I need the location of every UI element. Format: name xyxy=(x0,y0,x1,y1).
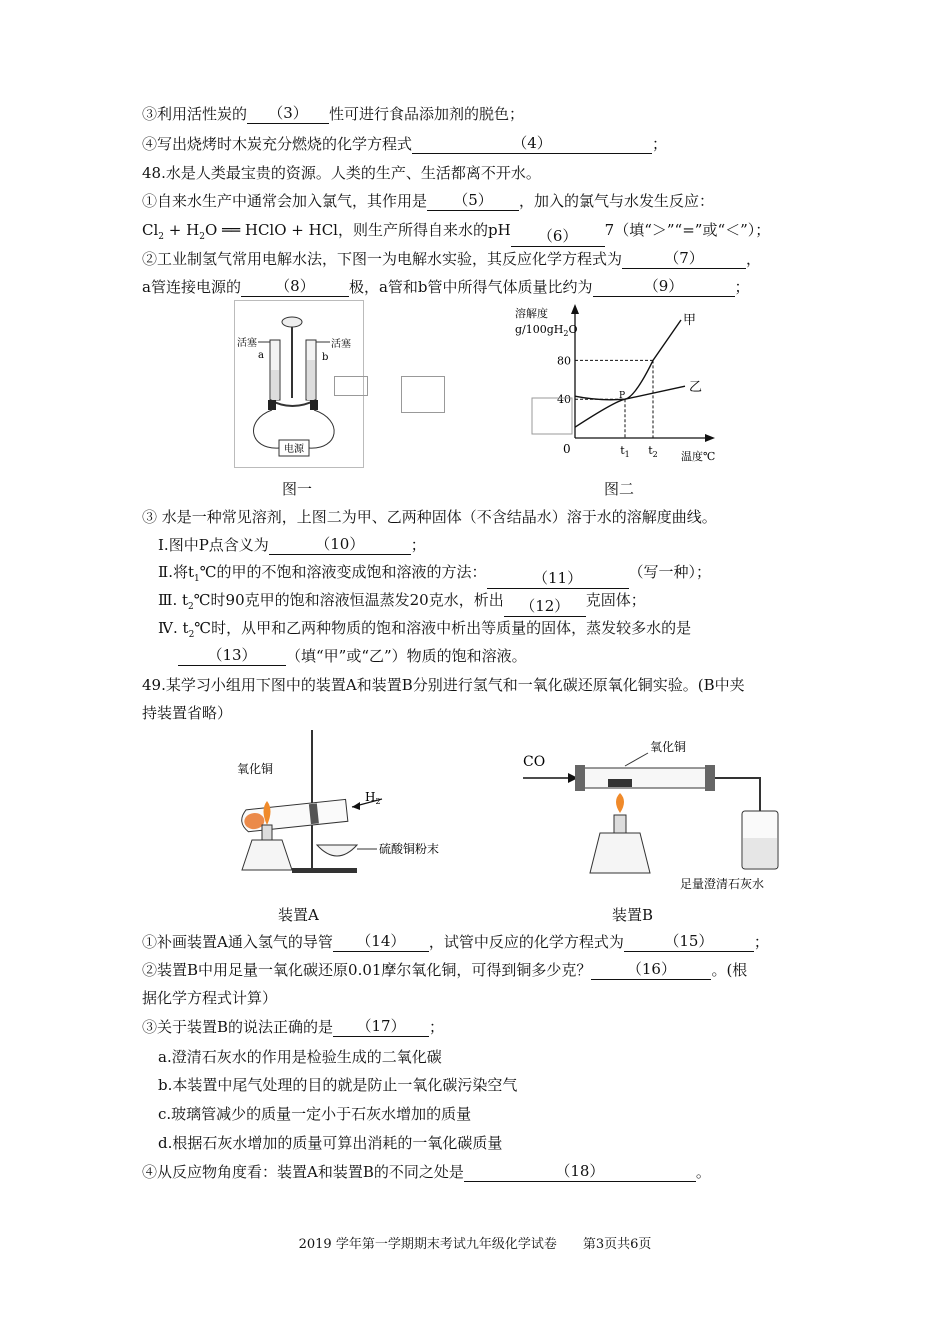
evaporating-dish xyxy=(317,845,357,856)
blank-5[interactable]: （5） xyxy=(427,191,519,211)
q49-title-1: 49.某学习小组用下图中的装置A和装置B分别进行氢气和一氧化碳还原氧化铜实验。(B中夹 xyxy=(142,676,745,694)
blank-15[interactable]: （15） xyxy=(624,932,754,952)
q48-sub2: Ⅱ.将$t_1℃$的甲的不饱和溶液变成饱和溶液的方法： （11） （写一种）； xyxy=(158,563,712,587)
flame-b xyxy=(616,793,624,813)
q49-title-2: 持装置省略） xyxy=(142,704,233,722)
limewater xyxy=(743,838,777,868)
q48-part3: ③ 水是一种常见溶剂，上图二为甲、乙两种固体（不含结晶水）溶于水的溶解度曲线。 xyxy=(142,508,717,526)
chart-xlabel: 温度℃ xyxy=(681,450,716,463)
glass-tube xyxy=(580,768,710,788)
q49-part4: ④从反应物角度看：装置A和装置B的不同之处是 （18） 。 xyxy=(142,1162,711,1181)
option-b[interactable]: b.本装置中尾气处理的目的就是防止一氧化碳污染空气 xyxy=(158,1076,518,1094)
q48-sub4: Ⅳ. $t_2℃$时，从甲和乙两种物质的饱和溶液中析出等质量的固体，蒸发较多水的是 xyxy=(158,619,692,640)
test-tube-a xyxy=(241,799,348,832)
blank-11[interactable]: （11） xyxy=(487,569,629,589)
blank-4[interactable]: （4） xyxy=(412,134,652,154)
label-a: a xyxy=(258,350,264,361)
option-a[interactable]: a.澄清石灰水的作用是检验生成的二氧化碳 xyxy=(158,1048,442,1066)
apparatus-b xyxy=(520,733,790,898)
blank-13[interactable]: （13） xyxy=(178,646,286,666)
q49-part2: ②装置B中用足量一氧化碳还原0.01摩尔氧化铜，可得到铜多少克？ （16） 。(根 xyxy=(142,960,748,979)
blank-9[interactable]: （9） xyxy=(593,277,735,297)
label-h2: $H_2$ xyxy=(365,790,381,806)
legend-jia: 甲 xyxy=(683,313,697,328)
q48-title: 48.水是人类最宝贵的资源。人类的生产、生活都离不开水。 xyxy=(142,164,541,182)
chart-origin: 0 xyxy=(563,442,571,456)
option-d[interactable]: d.根据石灰水增加的质量可算出消耗的一氧化碳质量 xyxy=(158,1134,503,1152)
blank-12[interactable]: （12） xyxy=(504,597,586,617)
x-axis-arrow xyxy=(705,434,715,442)
electrode-a xyxy=(268,400,276,410)
label-limewater: 足量澄清石灰水 xyxy=(680,877,765,891)
q48-part1: ①自来水生产中通常会加入氯气，其作用是 （5） ，加入的氯气与水发生反应： xyxy=(142,191,715,210)
y-tick-40: 40 xyxy=(557,393,571,407)
blank-14[interactable]: （14） xyxy=(333,932,429,952)
y-axis-arrow xyxy=(571,304,579,314)
label-cuso4: 硫酸铜粉末 xyxy=(379,842,440,856)
q48-part2: ②工业制氢气常用电解水法，下图一为电解水实验，其反应化学方程式为 （7） ， xyxy=(142,249,762,268)
label-b: b xyxy=(322,352,329,363)
q49-part1: ①补画装置A通入氢气的导管 （14） ，试管中反应的化学方程式为 （15） ； xyxy=(142,932,769,951)
label-valve-right: 活塞 xyxy=(331,339,351,350)
q48-sub4b: （13） （填“甲”或“乙”）物质的饱和溶液。 xyxy=(178,646,527,666)
label-power: 电源 xyxy=(284,444,304,455)
label-co: CO xyxy=(523,754,546,770)
figure-1-caption: 图一 xyxy=(282,480,313,498)
q47-item3: ③利用活性炭的 （3） 性可进行食品添加剂的脱色； xyxy=(142,104,525,123)
stopper-right xyxy=(705,765,715,791)
page-footer: 2019 学年第一学期期末考试九年级化学试卷 第3页共6页 xyxy=(298,1237,652,1252)
cuo-leader xyxy=(625,753,648,766)
alcohol-lamp-b xyxy=(590,833,650,873)
blank-8[interactable]: （8） xyxy=(241,277,349,297)
apparatus-a xyxy=(232,725,482,877)
stopper-left xyxy=(575,765,585,791)
lamp-neck xyxy=(262,825,272,840)
point-p-label: P xyxy=(619,391,626,402)
q48-part1-equation: $Cl_2 + H_2O$ ══ HClO + HCl，则生产所得自来水的pH （6） 7（填“＞”“=”或“＜”）； xyxy=(142,221,771,245)
h2-arrow-head xyxy=(352,802,360,810)
blank-3[interactable]: （3） xyxy=(247,104,329,124)
q48-sub3: Ⅲ. $t_2℃$时90克甲的饱和溶液恒温蒸发20克水，析出 （12） 克固体； xyxy=(158,591,646,615)
q49-part3: ③关于装置B的说法正确的是 （17） ； xyxy=(142,1017,445,1036)
blank-16[interactable]: （16） xyxy=(591,960,711,980)
equals-sign: ══ xyxy=(222,221,241,239)
label-copper-oxide-b: 氧化铜 xyxy=(650,740,687,754)
blank-6[interactable]: （6） xyxy=(511,227,605,247)
blank-10[interactable]: （10） xyxy=(269,535,411,555)
q48-sub1: Ⅰ.图中P点含义为 （10） ； xyxy=(158,535,426,554)
apparatus-a-caption: 装置A xyxy=(278,906,319,924)
label-valve-left: 活塞 xyxy=(237,338,257,349)
y-tick-80: 80 xyxy=(557,354,571,368)
blank-17[interactable]: （17） xyxy=(333,1017,429,1037)
tube-a-water xyxy=(271,370,279,400)
apparatus-b-caption: 装置B xyxy=(612,906,654,924)
reservoir xyxy=(282,317,302,327)
blank-18[interactable]: （18） xyxy=(464,1162,696,1182)
q47-item4: ④写出烧烤时木炭充分燃烧的化学方程式 （4） ； xyxy=(142,134,668,153)
q48-part2b: a管连接电源的 （8） 极，a管和b管中所得气体质量比约为 （9） ； xyxy=(142,277,750,296)
chart-ylabel-line2: $g/100gH_2O$ xyxy=(515,323,578,338)
label-copper-oxide-a: 氧化铜 xyxy=(237,762,274,776)
figure-2-caption: 图二 xyxy=(604,480,635,498)
x-tick-t2: $t_2$ xyxy=(648,444,658,459)
blank-box-large xyxy=(401,376,445,413)
tube-b-water xyxy=(307,360,315,400)
legend-yi: 乙 xyxy=(689,380,703,396)
x-tick-t1: $t_1$ xyxy=(620,444,630,459)
blank-7[interactable]: （7） xyxy=(622,249,746,269)
lamp-neck-b xyxy=(614,815,626,833)
blank-box-small xyxy=(334,376,368,396)
stand-base xyxy=(292,868,357,873)
q49-part2b: 据化学方程式计算） xyxy=(142,989,278,1007)
alcohol-lamp xyxy=(242,840,292,870)
copper-oxide-sample xyxy=(608,779,632,787)
series-line-yi xyxy=(575,386,685,400)
electrode-b xyxy=(310,400,318,410)
chart-ylabel-line1: 溶解度 xyxy=(515,307,548,320)
option-c[interactable]: c.玻璃管减少的质量一定小于石灰水增加的质量 xyxy=(158,1105,472,1123)
series-line-jia xyxy=(575,320,681,427)
figure-2-solubility-chart xyxy=(505,300,735,470)
